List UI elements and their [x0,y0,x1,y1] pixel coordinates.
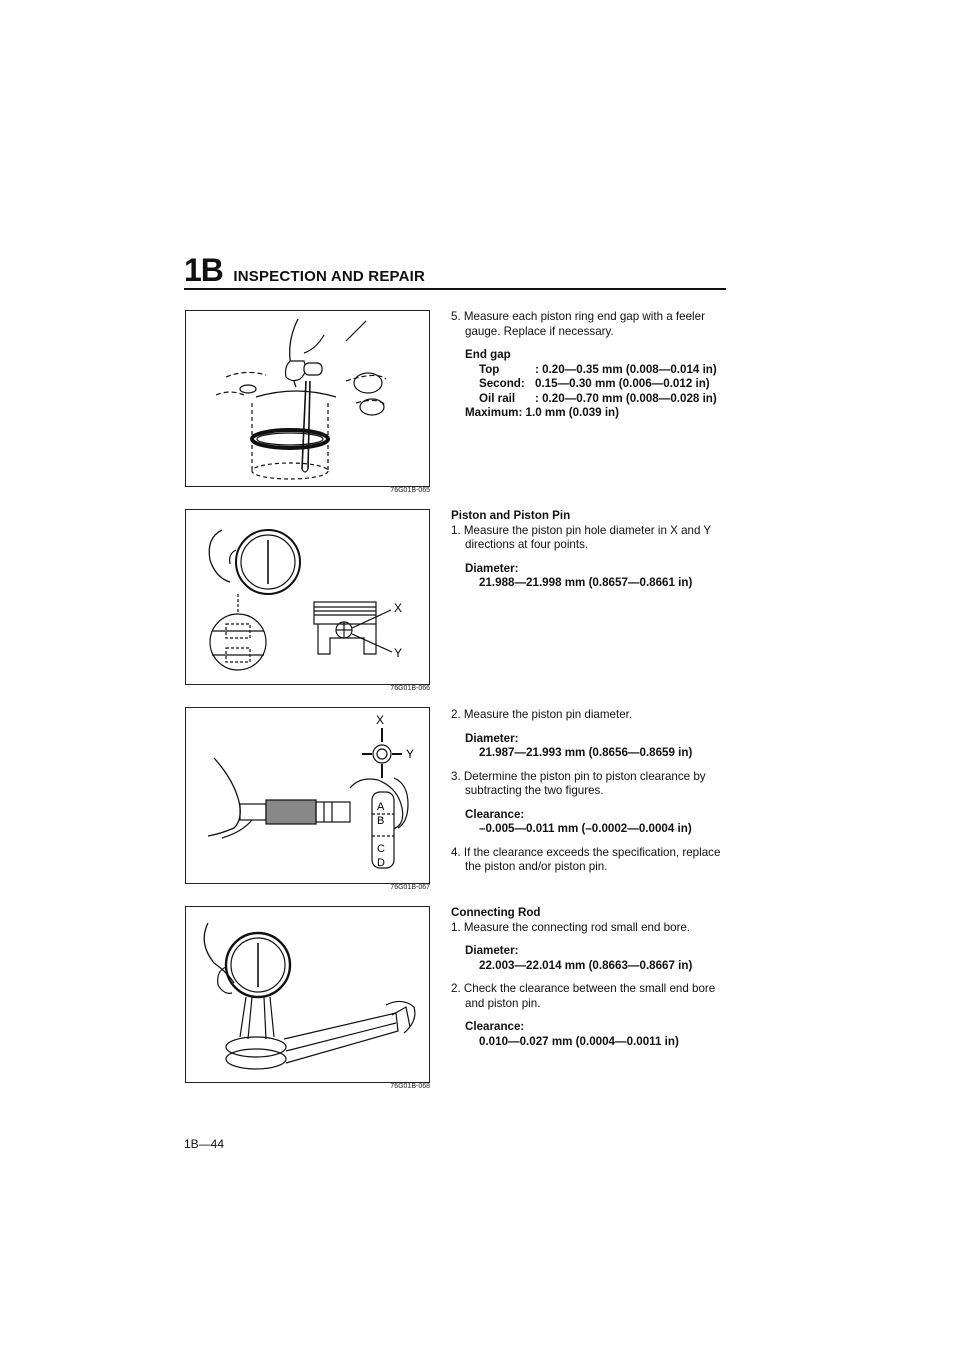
spec-value: 21.988—21.998 mm (0.8657—0.8661 in) [479,576,693,589]
figure-caption: 76G01B-066 [390,685,430,692]
step-5: 5. Measure each piston ring end gap with a feeler gauge. Replace if necessary. [451,310,705,338]
pin-diameter-illustration [186,708,429,883]
spec-value: 21.987—21.993 mm (0.8656—0.8659 in) [479,746,693,759]
pin-hole-illustration [186,510,429,684]
figure-ring-end-gap [185,310,430,487]
label-y: Y [406,747,415,761]
pin-diameter-section [451,708,736,875]
figure-pin-hole [185,509,430,685]
step-1: 1. Measure the connecting rod small end bore. [451,920,691,934]
label-x: X [376,713,385,727]
label-d: D [377,857,385,869]
step-2: 2. Measure the piston pin diameter. [451,708,633,721]
spec-title: Diameter: [465,944,519,957]
spec-title: Diameter: [465,731,519,745]
spec-value: –0.005—0.011 mm (–0.0002—0.0004 in) [479,822,692,835]
page-header [184,252,726,289]
spec-row-top: Top : 0.20—0.35 mm (0.008—0.014 in) [479,362,717,376]
step-1: 1. Measure the piston pin hole diameter in X and Y directions at four points. [451,523,711,551]
small-end-bore-illustration [186,907,429,1082]
spec-row-oil-rail: Oil rail : 0.20—0.70 mm (0.008—0.028 in) [479,391,717,405]
spec-value: 0.010—0.027 mm (0.0004—0.0011 in) [479,1034,679,1048]
step-2: 2. Check the clearance between the small end bore and piston pin. [451,982,716,1010]
header-rule [184,288,726,290]
figure-pin-diameter [185,707,430,884]
spec-title: Clearance: [465,1020,525,1033]
section-heading: Piston and Piston Pin [451,509,571,522]
page-number: 1B—44 [184,1137,225,1151]
step-4: 4. If the clearance exceeds the specification, replace the piston and/or piston pin. [451,845,721,873]
spec-title: Diameter: [465,561,519,575]
figure-caption: 76G01B-065 [390,487,430,494]
section-heading: Connecting Rod [451,906,541,919]
label-x: X [394,601,403,615]
spec-row-second: Second: 0.15—0.30 mm (0.006—0.012 in) [479,377,710,390]
label-c: C [377,843,385,855]
figure-caption: 76G01B-067 [390,884,430,891]
figure-small-end-bore [185,906,430,1083]
section-code: 1B [184,252,223,288]
figure-caption: 76G01B-068 [390,1083,430,1090]
label-b: B [377,815,385,827]
label-y: Y [394,646,403,660]
piston-pin-section [451,509,736,591]
spec-title: End gap [465,348,511,361]
spec-title: Clearance: [465,807,525,821]
ring-end-gap-section [451,310,736,421]
ring-gap-illustration [186,311,429,486]
label-a: A [377,801,385,813]
step-3: 3. Determine the piston pin to piston clearance by subtracting the two figures. [451,769,706,797]
page-title: INSPECTION AND REPAIR [233,268,426,285]
spec-maximum: Maximum: 1.0 mm (0.039 in) [465,406,619,419]
spec-value: 22.003—22.014 mm (0.8663—0.8667 in) [479,958,693,972]
connecting-rod-section [451,906,736,1049]
